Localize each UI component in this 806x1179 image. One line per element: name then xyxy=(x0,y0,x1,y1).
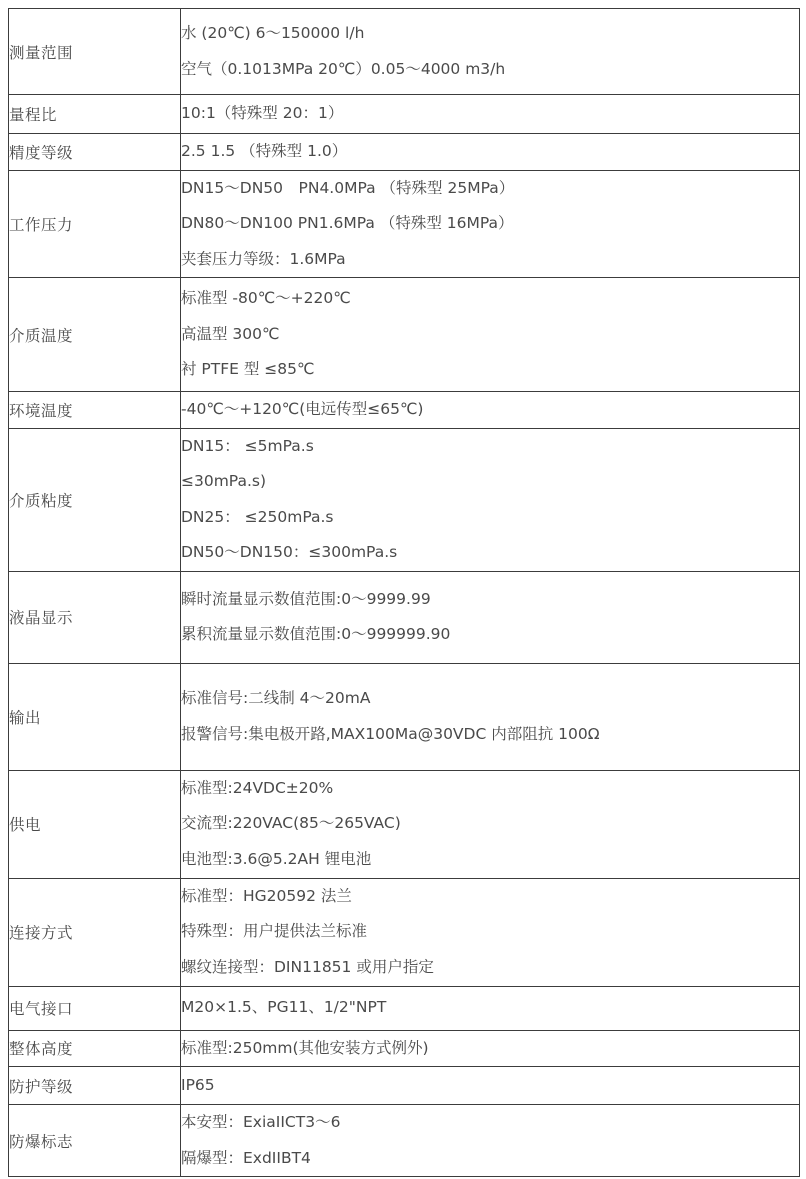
value-line: 特殊型：用户提供法兰标准 xyxy=(181,922,368,941)
value-line: ≤30mPa.s) xyxy=(181,472,267,490)
table-row xyxy=(9,770,800,878)
value-line: 本安型：ExiaIICT3～6 xyxy=(181,1113,341,1131)
table-row xyxy=(9,170,800,278)
table-row xyxy=(9,1105,800,1177)
value-line: 标准型 -80℃～+220℃ xyxy=(181,289,351,308)
row-value xyxy=(181,95,800,134)
value-line: 标准型:24VDC±20% xyxy=(181,778,334,797)
row-label: 介质粘度 xyxy=(9,428,181,571)
row-value xyxy=(181,392,800,429)
value-line: 报警信号:集电极开路,MAX100Ma@30VDC 内部阻抗 100Ω xyxy=(181,724,600,743)
value-line: 标准信号:二线制 4～20mA xyxy=(181,689,371,707)
value-line: DN50～DN150：≤300mPa.s xyxy=(181,543,398,561)
row-value xyxy=(181,1067,800,1105)
spec-table xyxy=(8,8,800,1177)
value-line: 螺纹连接型：DIN11851 或用户指定 xyxy=(181,957,434,976)
table-row xyxy=(9,1030,800,1067)
row-label: 精度等级 xyxy=(9,134,181,171)
value-line: 2.5 1.5 （特殊型 1.0） xyxy=(181,142,348,160)
row-value xyxy=(181,170,800,278)
value-line: 交流型:220VAC(85～265VAC) xyxy=(181,814,401,833)
row-label: 量程比 xyxy=(9,95,181,134)
row-value xyxy=(181,1030,800,1067)
value-line: DN25： ≤250mPa.s xyxy=(181,507,334,526)
table-row xyxy=(9,134,800,171)
row-label: 整体高度 xyxy=(9,1030,181,1067)
value-line: 电池型:3.6@5.2AH 锂电池 xyxy=(181,849,372,868)
table-row xyxy=(9,428,800,571)
value-line: DN15： ≤5mPa.s xyxy=(181,436,314,455)
row-label: 测量范围 xyxy=(9,9,181,95)
value-line: 高温型 300℃ xyxy=(181,324,280,343)
value-line: 空气（0.1013MPa 20℃）0.05～4000 m3/h xyxy=(181,59,506,78)
value-line: IP65 xyxy=(181,1075,215,1094)
table-row xyxy=(9,663,800,770)
row-value xyxy=(181,134,800,171)
value-line: 10:1（特殊型 20：1） xyxy=(181,104,344,123)
table-row xyxy=(9,986,800,1030)
value-line: 水 (20℃) 6～150000 l/h xyxy=(181,24,365,42)
row-value xyxy=(181,571,800,663)
row-label: 输出 xyxy=(9,663,181,770)
value-line: 标准型:250mm(其他安装方式例外) xyxy=(181,1038,429,1057)
row-label: 介质温度 xyxy=(9,278,181,392)
value-line: 夹套压力等级：1.6MPa xyxy=(181,249,346,268)
table-row xyxy=(9,9,800,95)
table-row xyxy=(9,95,800,134)
row-label: 防爆标志 xyxy=(9,1105,181,1177)
row-value xyxy=(181,9,800,95)
row-label: 环境温度 xyxy=(9,392,181,429)
row-value xyxy=(181,278,800,392)
row-label: 防护等级 xyxy=(9,1067,181,1105)
row-value xyxy=(181,428,800,571)
table-row xyxy=(9,278,800,392)
row-value xyxy=(181,878,800,986)
value-line: 隔爆型：ExdIIBT4 xyxy=(181,1148,311,1167)
row-label: 连接方式 xyxy=(9,878,181,986)
value-line: DN15～DN50 PN4.0MPa （特殊型 25MPa） xyxy=(181,178,515,197)
row-value xyxy=(181,770,800,878)
table-row xyxy=(9,392,800,429)
value-line: 瞬时流量显示数值范围:0～9999.99 xyxy=(181,589,431,608)
table-row xyxy=(9,878,800,986)
table-row xyxy=(9,571,800,663)
value-line: DN80～DN100 PN1.6MPa （特殊型 16MPa） xyxy=(181,214,514,232)
value-line: 衬 PTFE 型 ≤85℃ xyxy=(181,360,315,379)
value-line: -40℃～+120℃(电远传型≤65℃) xyxy=(181,400,424,418)
row-value xyxy=(181,663,800,770)
value-line: M20×1.5、PG11、1/2"NPT xyxy=(181,998,387,1017)
row-label: 电气接口 xyxy=(9,986,181,1030)
value-line: 累积流量显示数值范围:0～999999.90 xyxy=(181,625,451,643)
row-label: 工作压力 xyxy=(9,170,181,278)
table-row xyxy=(9,1067,800,1105)
row-value xyxy=(181,986,800,1030)
row-label: 液晶显示 xyxy=(9,571,181,663)
value-line: 标准型：HG20592 法兰 xyxy=(181,886,352,905)
row-label: 供电 xyxy=(9,770,181,878)
row-value xyxy=(181,1105,800,1177)
